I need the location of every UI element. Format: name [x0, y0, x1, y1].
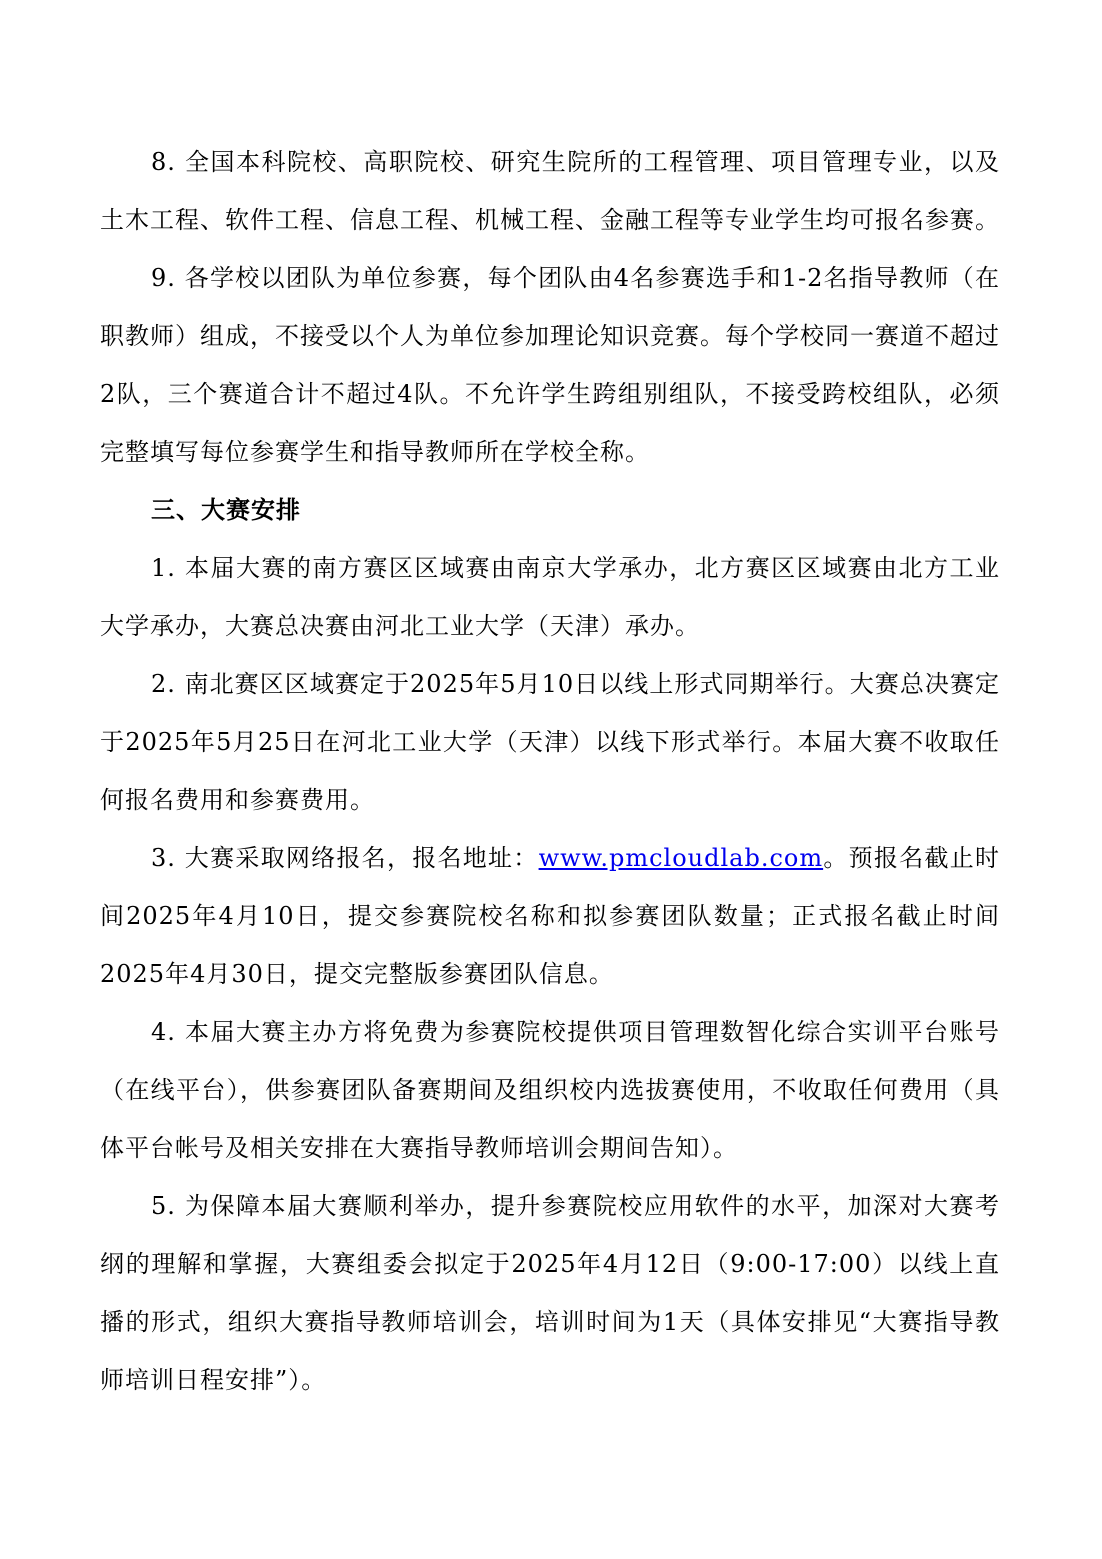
paragraph-item-4: 4. 本届大赛主办方将免费为参赛院校提供项目管理数智化综合实训平台账号（在线平台），供参赛团队备赛期间及组织校内选拔赛使用，不收取任何费用（具体平台帐号及相关安排在大赛指导教师培训会期间告知）。: [100, 1018, 1000, 1162]
paragraph-item-5: 5. 为保障本届大赛顺利举办，提升参赛院校应用软件的水平，加深对大赛考纲的理解和掌握，大赛组委会拟定于2025年4月12日（9:00-17:00）以线上直播的形式，组织大赛指导教师培训会，培训时间为1天（具体安排见“大赛指导教师培训日程安排”）。: [100, 1192, 1000, 1394]
paragraph-item-2: 2. 南北赛区区域赛定于2025年5月10日以线上形式同期举行。大赛总决赛定于2025年5月25日在河北工业大学（天津）以线下形式举行。本届大赛不收取任何报名费用和参赛费用。: [100, 670, 1000, 814]
item-3-suffix: 。预报名截止时间2025年4月10日，提交参赛院校名称和拟参赛团队数量；正式报名截止时间2025年4月30日，提交完整版参赛团队信息。: [100, 844, 1001, 988]
paragraph-item-9: 9. 各学校以团队为单位参赛，每个团队由4名参赛选手和1-2名指导教师（在职教师）组成，不接受以个人为单位参加理论知识竞赛。每个学校同一赛道不超过2队，三个赛道合计不超过4队。不允许学生跨组别组队，不接受跨校组队，必须完整填写每位参赛学生和指导教师所在学校全称。: [100, 264, 1000, 466]
paragraph-item-1: 1. 本届大赛的南方赛区区域赛由南京大学承办，北方赛区区域赛由北方工业大学承办，大赛总决赛由河北工业大学（天津）承办。: [100, 554, 1000, 640]
document-page: [100, 133, 1000, 1409]
section-heading: 三、大赛安排: [151, 495, 301, 524]
registration-link[interactable]: www.pmcloudlab.com: [538, 844, 824, 872]
item-3-prefix: 3. 大赛采取网络报名，报名地址：: [151, 844, 539, 872]
paragraph-item-3: [100, 829, 1000, 1003]
paragraph-item-8: 8. 全国本科院校、高职院校、研究生院所的工程管理、项目管理专业，以及土木工程、软件工程、信息工程、机械工程、金融工程等专业学生均可报名参赛。: [100, 148, 1000, 234]
